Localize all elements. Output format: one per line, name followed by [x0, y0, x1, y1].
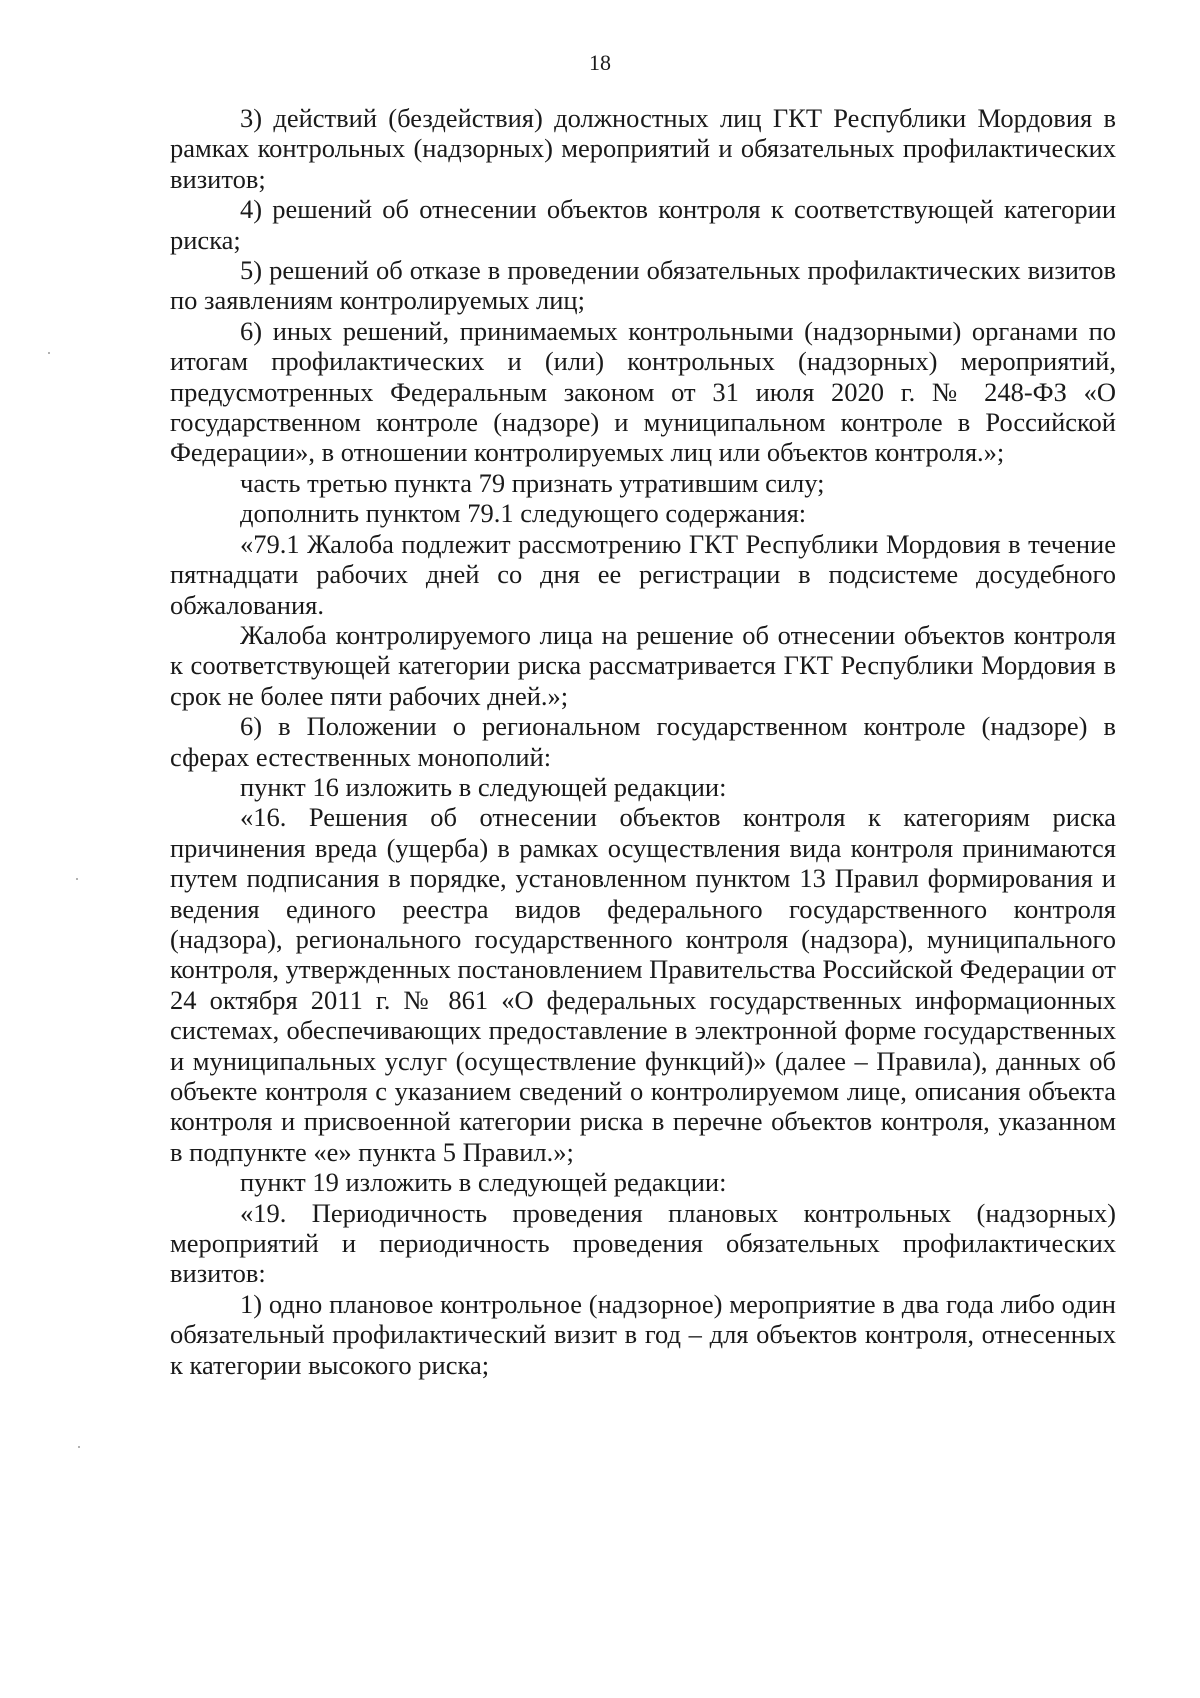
paragraph-add-79-1: дополнить пунктом 79.1 следующего содержания: [240, 498, 807, 529]
scan-artifact-dot [48, 352, 50, 354]
document-body [170, 103, 1116, 1380]
paragraph-point-16: «16. Решения об отнесении объектов контроля к категориям риска причинения вреда (ущерба) в рамках осуществления вида контроля принимаются путем подписания в порядке, установленном пунктом 13 Правил формирования и ведения единого реестра видов федерального государственного контроля (надзора), регионального государственного контроля (надзора), муниципального контроля, утвержденных постановлением Правительства Российской Федерации от 24 октября 2011 г. № 861 «О федеральных государственных информационных системах, обеспечивающих предоставление в электронной форме государственных и муниципальных услуг (осуществление функций)» (далее – Правила), данных об объекте контроля с указанием сведений о контролируемом лице, описания объекта контроля и присвоенной категории риска в перечне объектов контроля, указанном в подпункте «е» пункта 5 Правил.»; [170, 802, 1116, 1167]
paragraph-part-three-repeal: часть третью пункта 79 признать утратившим силу; [240, 467, 825, 498]
paragraph-point-19: «19. Периодичность проведения плановых контрольных (надзорных) мероприятий и периодичность проведения обязательных профилактических визитов: [170, 1197, 1116, 1289]
scan-artifact-dot [76, 878, 78, 880]
paragraph-point-19-item-1: 1) одно плановое контрольное (надзорное) мероприятие в два года либо один обязательный профилактический визит в год – для объектов контроля, отнесенных к категории высокого риска; [170, 1288, 1116, 1380]
paragraph-point-16-heading: пункт 16 изложить в следующей редакции: [240, 771, 727, 802]
paragraph-item-3: 3) действий (бездействия) должностных лиц ГКТ Республики Мордовия в рамках контрольных (надзорных) мероприятий и обязательных профилактических визитов; [170, 103, 1116, 194]
paragraph-79-1: «79.1 Жалоба подлежит рассмотрению ГКТ Республики Мордовия в течение пятнадцати рабочих дней со дня ее регистрации в подсистеме досудебного обжалования. [170, 528, 1116, 620]
paragraph-item-4: 4) решений об отнесении объектов контроля к соответствующей категории риска; [170, 194, 1116, 255]
paragraph-complaint-risk: Жалоба контролируемого лица на решение об отнесении объектов контроля к соответствующей категории риска рассматривается ГКТ Республики Мордовия в срок не более пяти рабочих дней.»; [170, 619, 1116, 711]
paragraph-section-6-monopolies: 6) в Положении о региональном государственном контроле (надзоре) в сферах естественных монополий: [170, 711, 1116, 772]
scan-artifact-dot [78, 1446, 80, 1448]
paragraph-item-5: 5) решений об отказе в проведении обязательных профилактических визитов по заявлениям контролируемых лиц; [170, 255, 1116, 316]
paragraph-item-6: 6) иных решений, принимаемых контрольными (надзорными) органами по итогам профилактических и (или) контрольных (надзорных) мероприятий, предусмотренных Федеральным законом от 31 июля 2020 г. № 248-ФЗ «О государственном контроле (надзоре) и муниципальном контроле в Российской Федерации», в отношении контролируемых лиц или объектов контроля.»; [170, 315, 1116, 468]
page-number: 18 [589, 50, 611, 75]
paragraph-point-19-heading: пункт 19 изложить в следующей редакции: [240, 1167, 727, 1198]
